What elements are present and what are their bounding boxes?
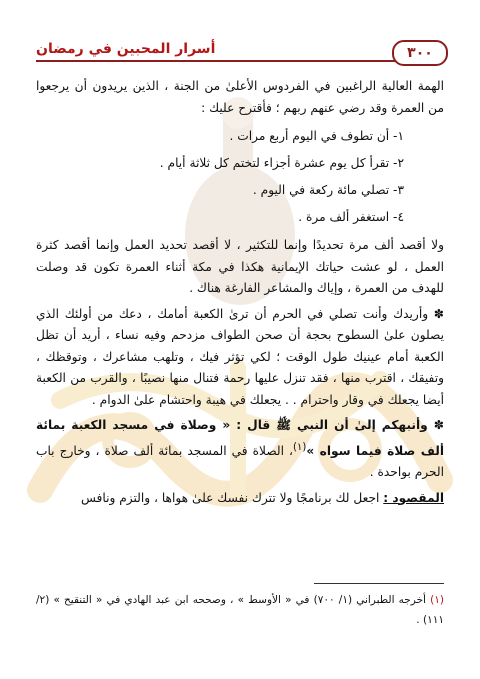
paragraph-hadith <box>36 415 444 484</box>
footnote-divider <box>314 583 444 584</box>
footnote-reference[interactable]: (١) <box>292 441 307 453</box>
paragraph-kaaba: ✽ وأريدك وأنت تصلي في الحرم أن ترىٰ الكعبة أمامك ، دعك من أولئك الذي يصلون علىٰ السطوح بحجة أن صحن الطواف مزدحم وفيه نساء ، أريد أن تظل الكعبة أمام عينيك طول الوقت ؛ لكي تؤثر فيك ، وتلهب مشاعرك ، وتوقظك ، وتفيقك ، اقترب منها ، فقد تنزل عليها رحمة فتنال منها نصيبًا ، والقرب من الكعبة أيضا يجعلك في وقار واحترام . . يجعلك في هيبة واحتشام علىٰ الدوام . <box>36 306 444 407</box>
maqsood-text: اجعل لك برنامجًا ولا تترك نفسك علىٰ هواها ، والتزم ونافس <box>81 490 384 505</box>
list-item: ١- أن تطوف في اليوم أربع مرات . <box>229 129 404 143</box>
main-text <box>36 76 444 509</box>
page-number: ٣٠٠ <box>392 40 448 66</box>
hadith-explanation: ، الصلاة في المسجد بمائة ألف صلاة ، وخارج باب الحرم بواحدة . <box>36 443 444 480</box>
header-divider <box>36 60 396 62</box>
maqsood-label: المقصود : <box>383 490 444 505</box>
footnote-text: أخرجه الطبراني (١/ ٧٠٠) في « الأوسط » ، وصححه ابن عبد الهادي في « التنقيح » (٢/ ١١١) . <box>36 594 444 626</box>
hadith-quote: ✽ وأنبهكم إلىٰ أن النبي ﷺ قال : « وصلاة في مسجد الكعبة بمائة ألف صلاة فيما سواه » <box>36 418 444 458</box>
book-title: أسرار المحبين في رمضان <box>36 41 216 57</box>
footnote-number: (١) <box>430 594 444 606</box>
paragraph-emphasis: ولا أقصد ألف مرة تحديدًا وإنما للتكثير ، لا أقصد تحديد العمل وإنما أقصد كثرة العمل ، لو عشت حياتك الإيمانية هكذا في مكة أثناء العمرة تكون قد وصلت للهدف من العمرة ، وإياك والمشاعر الفارغة هناك . <box>36 238 444 295</box>
list-item: ٤- استغفر ألف مرة . <box>298 210 404 224</box>
list-item: ٣- تصلي مائة ركعة في اليوم . <box>252 183 404 197</box>
footnote <box>36 590 444 630</box>
paragraph-maqsood <box>36 488 444 510</box>
intro-paragraph: الهمة العالية الراغبين في الفردوس الأعلىٰ من الجنة ، الذين يريدون أن يرجعوا من العمرة وقد رضي عنهم ربهم ؛ فأقترح عليك : <box>36 79 444 115</box>
page-header <box>36 38 448 66</box>
list-item: ٢- تقرأ كل يوم عشرة أجزاء لتختم كل ثلاثة أيام . <box>159 156 404 170</box>
